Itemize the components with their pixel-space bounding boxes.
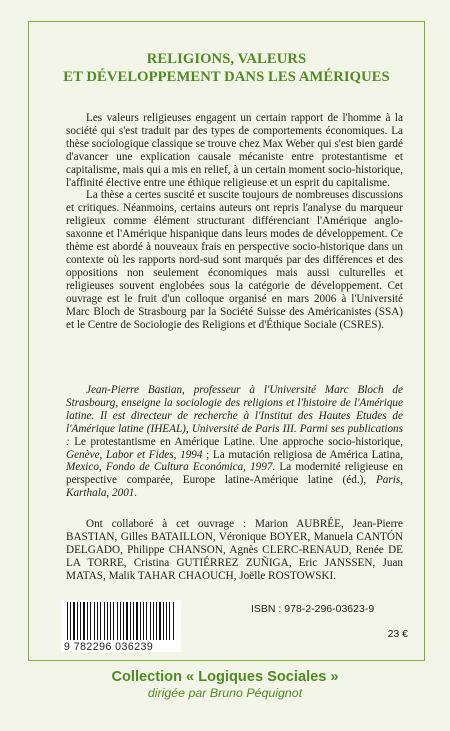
collaborators-list: Ont collaboré à cet ouvrage : Marion AUBRÉE, Jean-Pierre BASTIAN, Gilles BATAILLON, Véronique BOYER, Manuela CANTÓN DELGADO, Philippe CHANSON, Agnès CLERC-RENAUD, Renée DE LA TORRE, Cristina GUTIÉRREZ ZUÑIGA, Eric JANSSEN, Juan MATAS, Malik TAHAR CHAOUCH, Joëlle ROSTOWSKI.	[66, 518, 403, 582]
barcode-digits: 9 782296 036239	[64, 641, 154, 653]
barcode-bar	[156, 602, 157, 640]
barcode-bar	[67, 602, 68, 640]
barcode-bar	[153, 602, 154, 640]
barcode-bar	[104, 602, 105, 640]
barcode-bar	[80, 602, 81, 640]
barcode-bar	[169, 602, 170, 640]
isbn: ISBN : 978-2-296-03623-9	[251, 603, 375, 615]
barcode-bar	[87, 602, 88, 640]
barcode-bar	[77, 602, 78, 640]
barcode-bar	[133, 602, 134, 640]
barcode-bar	[120, 602, 121, 640]
bio-intro: Jean-Pierre Bastian, professeur à l'Université Marc Bloch de Strasbourg, enseigne la sociologie des religions et l'histoire de l'Amérique latine. Il est directeur de recherche à l'Institut des Hautes Etudes de l'Amérique latine (IHEAL), Université de Paris III. Parmi ses publications :	[66, 384, 403, 448]
barcode-bar	[110, 602, 111, 640]
description-body	[66, 112, 403, 331]
barcode-bar	[90, 602, 91, 640]
collection-name: Collection « Logiques Sociales »	[111, 669, 339, 685]
barcode-bar	[97, 602, 98, 640]
pub3-title: La modernité religieuse en perspective comparée, Europe latine-Amérique latine (éd.),	[66, 461, 404, 487]
barcode-bar	[143, 602, 144, 640]
paragraph-2: La thèse a certes suscité et suscite toujours de nombreuses discussions et critiques. Néanmoins, certains auteurs ont repris l'analyse du marqueur religieux comme élément structurant différenciant l'Amérique anglo-saxonne et l'Amérique hispanique dans leurs modes de développement. Ce thème est abordé à nouveaux frais en perspective socio-historique dans un contexte où les rapports nord-sud sont marqués par des différences et des oppositions non seulement économiques mais aussi culturelles et religieuses souvent englobées sous la catégorie de développement. Cet ouvrage est le fruit d'un colloque organisé en mars 2006 à l'Université Marc Bloch de Strasbourg par la Société Suisse des Américanistes (SSA) et le Centre de Sociologie des Religions et d'Éthique Sociale (CSRES).	[66, 189, 403, 331]
paragraph-1: Les valeurs religieuses engagent un certain rapport de l'homme à la société qui s'est traduit par des types de comportements économiques. La thèse sociologique classique se trouve chez Max Weber qui s'est bien gardé d'avancer une explication causale mécaniste entre protestantisme et capitalisme, mais qui a mis en relief, à un certain moment socio-historique, l'affinité élective entre une éthique religieuse et un esprit du capitalisme.	[66, 112, 403, 189]
barcode-bar	[163, 602, 164, 640]
pub2-info: Mexico, Fondo de Cultura Económica, 1997.	[66, 461, 276, 474]
author-bio	[66, 384, 403, 500]
barcode-bar	[166, 602, 167, 640]
barcode-bar	[94, 602, 95, 640]
pub1-info: Genève, Labor et Fides, 1994	[66, 448, 203, 461]
barcode-bar	[117, 602, 118, 640]
pub3-info: Paris, Karthala, 2001.	[66, 474, 403, 500]
barcode-bar	[83, 602, 85, 640]
pub1-title: Le protestantisme en Amérique Latine. Une approche socio-historique,	[69, 435, 403, 448]
barcode-bar	[73, 602, 75, 640]
barcode-bar	[159, 602, 161, 640]
barcode-bar	[126, 602, 128, 640]
pub2-title: ; La mutación religiosa de América Latina,	[202, 448, 403, 461]
barcode-bars	[67, 602, 175, 642]
barcode-bar	[173, 602, 174, 640]
barcode-bar	[146, 602, 147, 640]
barcode-bar	[107, 602, 108, 640]
barcode-bar	[123, 602, 124, 640]
barcode-bar	[100, 602, 101, 640]
barcode-bar	[140, 602, 141, 640]
barcode-bar	[70, 602, 71, 640]
barcode	[61, 600, 181, 652]
barcode-bar	[113, 602, 114, 640]
barcode-bar	[150, 602, 151, 640]
barcode-bar	[130, 602, 131, 640]
title-line-1: RELIGIONS, VALEURS	[146, 51, 307, 67]
price: 23 €	[387, 628, 408, 640]
barcode-bar	[136, 602, 138, 640]
book-title	[28, 50, 425, 86]
collection-director: dirigée par Bruno Péquignot	[147, 686, 303, 700]
title-line-2: ET DÉVELOPPEMENT DANS LES AMÉRIQUES	[63, 69, 390, 85]
